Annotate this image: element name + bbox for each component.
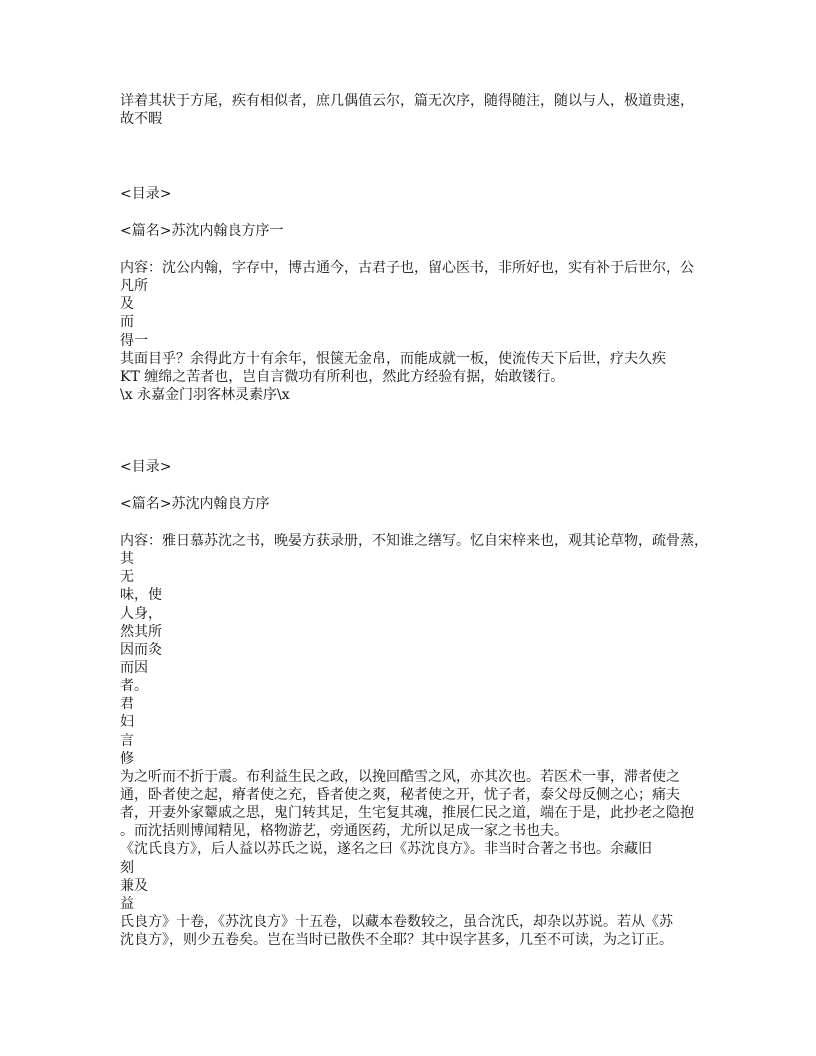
section-title bbox=[120, 222, 720, 240]
text-line: \x 永嘉金门羽客林灵素序\x bbox=[120, 386, 290, 403]
text-line: 。而沈括则博闻精见，格物游艺，旁通医药，尤所以足成一家之书也夫。 bbox=[120, 823, 568, 840]
text-line: 内容：沈公内翰，字存中，博古通今，古君子也，留心医书，非所好也，实有补于后世尔，公 bbox=[120, 260, 694, 276]
text-line: 刻 bbox=[120, 859, 134, 876]
text-line: KT 缠绵之苦者也，岂自言微功有所利也，然此方经验有据，始敢镂行。 bbox=[120, 368, 565, 385]
text-line: 然其所 bbox=[120, 623, 162, 640]
text-line: 益 bbox=[120, 895, 134, 912]
text-line: 因而灸 bbox=[120, 641, 162, 658]
section-title bbox=[120, 495, 720, 513]
text-line: 人身， bbox=[120, 605, 162, 622]
text-line: 言 bbox=[120, 732, 134, 749]
text-line: 为之听而不折于震。布利益生民之政，以挽回酷雪之风，亦其次也。若医术一事，滞者使之 bbox=[120, 768, 680, 785]
text-line: 内容：雅日慕苏沈之书，晚晏方获录册，不知谁之缮写。忆自宋梓来也，观其论草物，疏骨蒸， bbox=[120, 533, 708, 549]
text-line: 通，卧者使之起，瘠者使之充，昏者使之爽，秘者使之开，忧子者，泰父母反侧之心；痛夫 bbox=[120, 786, 680, 803]
text-line: 《沈氏良方》，后人益以苏氏之说，遂名之曰《苏沈良方》。非当时合著之书也。余藏旧 bbox=[120, 841, 652, 858]
toc-label-text: <目录> bbox=[120, 186, 172, 202]
toc-label-text: <目录> bbox=[120, 459, 172, 475]
text-line: 凡所 bbox=[120, 278, 148, 295]
intro-paragraph bbox=[120, 92, 720, 128]
text-line: 详着其状于方尾，疾有相似者，庶几偶值云尔，篇无次序，随得随注，随以与人，极道贵速， bbox=[120, 93, 694, 109]
text-line: 及 bbox=[120, 296, 134, 313]
text-line: 而 bbox=[120, 314, 134, 331]
text-line: 修 bbox=[120, 750, 134, 767]
section-title-text: <篇名>苏沈内翰良方序 bbox=[120, 496, 270, 512]
text-line: 君 bbox=[120, 696, 134, 713]
text-line: 氏良方》十卷，《苏沈良方》十五卷，以藏本卷数较之，虽合沈氏，却杂以苏说。若从《苏 bbox=[120, 913, 673, 930]
text-line: 者，开妻外家颦戚之思，鬼门转其足，生宅复其魂，推展仁民之道，端在于是，此抄老之隐抱 bbox=[120, 805, 694, 822]
text-line: 沈良方》，则少五卷矣。岂在当时已散佚不全耶？其中误字甚多，几至不可读，为之订正。 bbox=[120, 932, 673, 949]
text-line: 故不暇 bbox=[120, 111, 162, 128]
section-content bbox=[120, 259, 720, 404]
section-title-text: <篇名>苏沈内翰良方序一 bbox=[120, 223, 284, 239]
toc-label bbox=[120, 185, 720, 203]
section-content bbox=[120, 532, 720, 949]
toc-label bbox=[120, 458, 720, 476]
text-line: 其 bbox=[120, 551, 134, 568]
text-line: 而因 bbox=[120, 659, 148, 676]
text-line: 妇 bbox=[120, 714, 134, 731]
text-line: 味，使 bbox=[120, 587, 162, 604]
text-line: 者。 bbox=[120, 678, 148, 695]
text-line: 其面目乎？余得此方十有余年，恨箧无金帛，而能成就一板，使流传天下后世，疗夫久疾 bbox=[120, 350, 666, 367]
text-line: 得一 bbox=[120, 332, 148, 349]
text-line: 无 bbox=[120, 569, 134, 586]
text-line: 兼及 bbox=[120, 877, 148, 894]
